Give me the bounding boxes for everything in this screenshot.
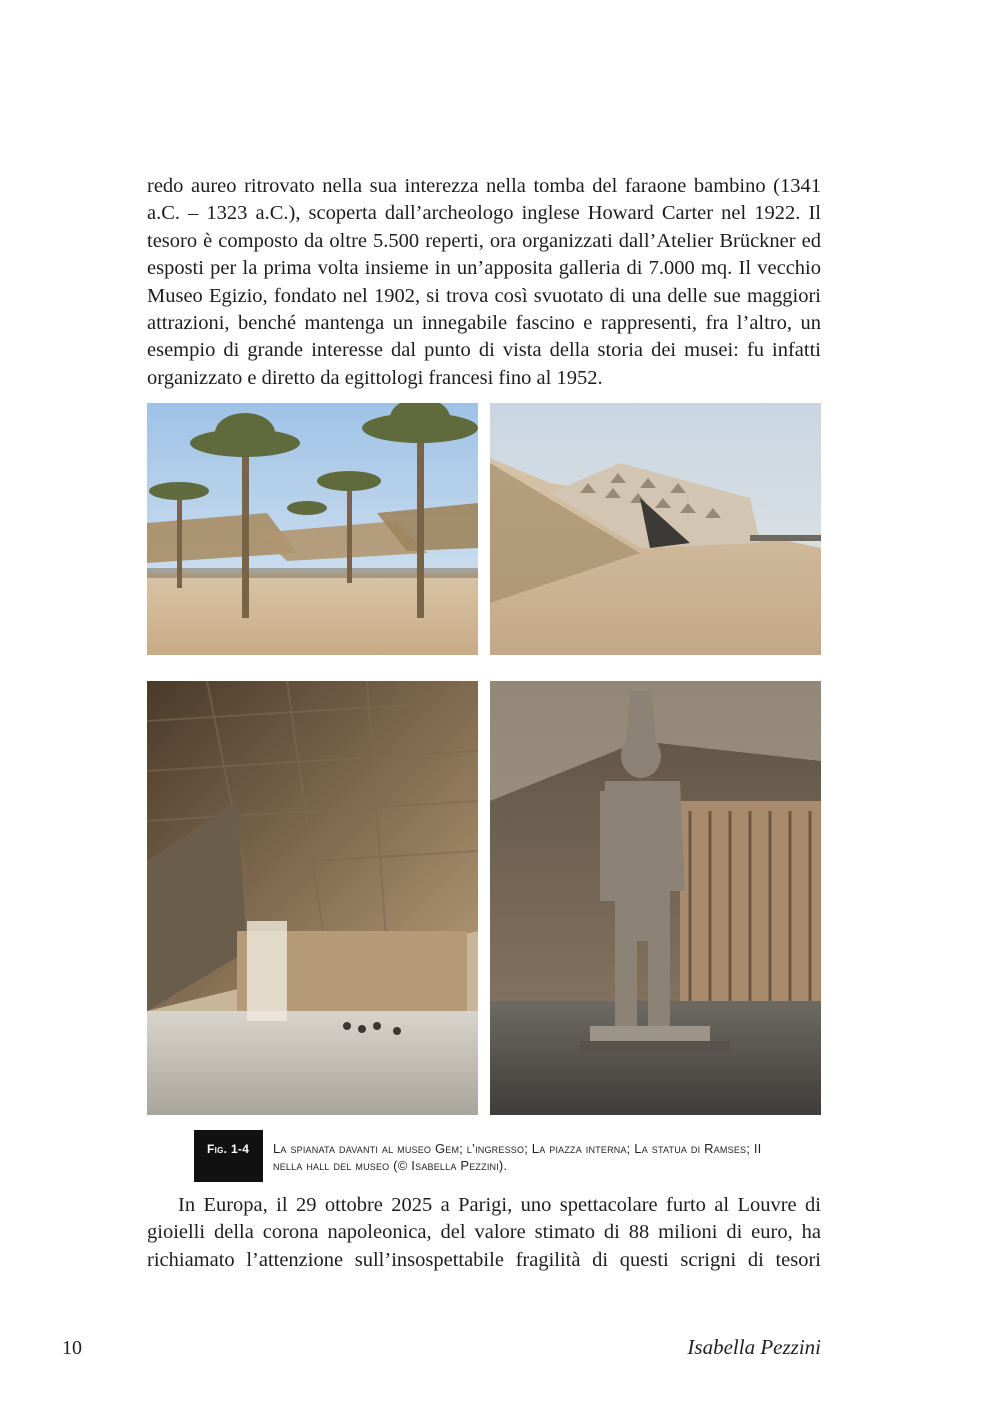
body-paragraph-bottom: In Europa, il 29 ottobre 2025 a Parigi, uno spettacolare furto al Louvre di gioielli della corona napoleonica, del valore stimato di 88 milioni di euro, ha richiamato l’attenzione sull’insospettabile fragilità di questi scrigni di tesori [147, 1194, 821, 1271]
figure-label: Fig. 1-4 [194, 1130, 263, 1182]
photo-entrance [490, 403, 821, 655]
body-paragraph-top: redo aureo ritrovato nella sua interezza nella tomba del faraone bambino (1341 a.C. – 1323 a.C.), scoperta dall’archeologo inglese Howard Carter nel 1922. Il tesoro è composto da oltre 5.500 reperti, ora organizzati dall’Atelier Brückner ed esposti per la prima volta insieme in un’apposita galleria di 7.000 mq. Il vecchio Museo Egizio, fondato nel 1902, si trova così svuotato di una delle sue maggiori attrazioni, benché mantenga un innegabile fascino e rappresenti, fra l’altro, un esempio di grande interesse dal punto di vista della storia dei musei: fu infatti organizzato e diretto da egittologi francesi fino al 1952. [147, 175, 821, 389]
page-number: 10 [62, 1337, 82, 1359]
running-footer-author: Isabella Pezzini [687, 1335, 821, 1359]
figure-caption: La spianata davanti al museo Gem; l’ingresso; La piazza interna; La statua di Ramses; II nella hall del museo (© Isabella Pezzini). [273, 1141, 762, 1173]
photo-ramses-statue [490, 681, 821, 1115]
photo-interior-hall [147, 681, 478, 1115]
photo-esplanade [147, 403, 478, 655]
